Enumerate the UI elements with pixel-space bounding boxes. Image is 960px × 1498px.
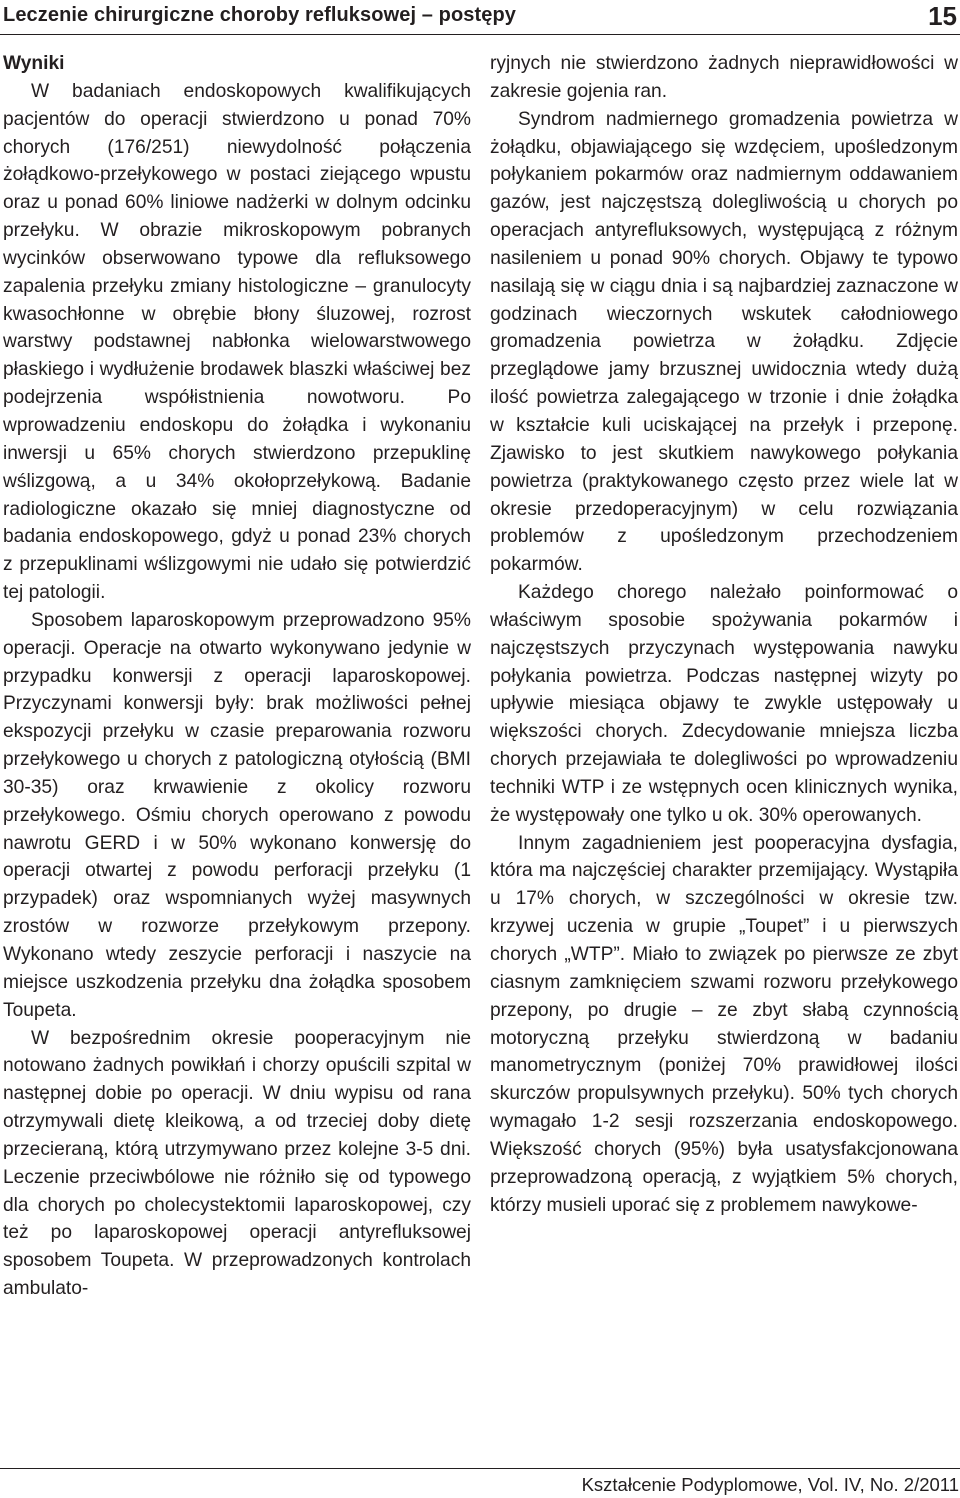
footer-rule: [0, 1468, 960, 1469]
header-rule: [0, 34, 960, 35]
results-paragraph-1: W badaniach endoskopowych kwalifikujących pacjentów do operacji stwierdzono u ponad 70% chorych (176/251) niewydolność połączenia żołądkowo-przełykowego w postaci ziejącego wpustu oraz u ponad 60% liniowe nadżerki w dolnym odcinku przełyku. W obrazie mikroskopowym pobranych wycinków obserwowano typowe dla refluksowego zapalenia przełyku zmiany histologiczne – granulocyty kwasochłonne w obrębie błony śluzowej, rozrost warstwy podstawnej nabłonka wielowarstwowego płaskiego i wydłużenie brodawek blaszki właściwej bez podejrzenia współistnienia nowotworu. Po wprowadzeniu endoskopu do żołądka i wykonaniu inwersji u 65% chorych stwierdzono przepuklinę wślizgową, a u 34% okołoprzełykową. Badanie radiologiczne okazało się mniej diagnostyczne od badania endoskopowego, gdyż u ponad 23% chorych z przepuklinami wślizgowymi nie udało się potwierdzić tej patologii.: [3, 80, 471, 604]
running-title: Leczenie chirurgiczne choroby refluksowej – postępy: [3, 4, 517, 26]
right-column: [490, 50, 958, 1219]
journal-footer: Kształcenie Podyplomowe, Vol. IV, No. 2/2011: [581, 1474, 959, 1495]
page-number: 15: [928, 1, 957, 31]
right-paragraph-2: Syndrom nadmiernego gromadzenia powietrza w żołądku, objawiającego się wzdęciem, upośledzonym połykaniem pokarmów oraz nadmiernym oddawaniem gazów, jest najczęstszą dolegliwością u chorych po operacjach antyrefluksowych, występującą z różnym nasileniem u ponad 90% chorych. Objawy te typowo nasilają się w ciągu dnia i są najbardziej zaznaczone w godzinach wieczornych wskutek całodniowego gromadzenia powietrza w żołądku. Zdjęcie przeglądowe jamy brzusznej uwidocznia wtedy dużą ilość powietrza zalegającego w trzonie i dnie żołądka w kształcie kuli uciskającej na przełyk i przeponę. Zjawisko to jest skutkiem nawykowego połykania powietrza (praktykowanego często przez wiele lat w okresie przedoperacyjnym) w celu rozwiązania problemów z upośledzonym przechodzeniem pokarmów.: [490, 108, 958, 576]
results-paragraph-3: W bezpośrednim okresie pooperacyjnym nie notowano żadnych powikłań i chorzy opuścili szpital w następnej dobie po operacji. W dniu wypisu od rana otrzymywali dietę kleikową, a od trzeciej doby dietę przecieraną, którą utrzymywano przez kolejne 3-5 dni. Leczenie przeciwbólowe nie różniło się od typowego dla chorych po cholecystektomii laparoskopowej, czy też po laparoskopowej operacji antyrefluksowej sposobem Toupeta. W przeprowadzonych kontrolach ambulato-: [3, 1027, 471, 1300]
right-paragraph-3: Każdego chorego należało poinformować o właściwym sposobie spożywania pokarmów i najczęstszych przyczynach występowania nawyku połykania powietrza. Podczas następnej wizyty po upływie miesiąca objawy te zwykle ustępowały u większości chorych. Zdecydowanie mniejsza liczba chorych przejawiała te dolegliwości po wprowadzeniu techniki WTP i ze wstępnych ocen klinicznych wynika, że występowały one tylko u ok. 30% operowanych.: [490, 582, 958, 826]
page-header: [0, 0, 960, 34]
left-column: [3, 50, 471, 1303]
section-heading-results: Wyniki: [3, 53, 65, 74]
right-paragraph-4: Innym zagadnieniem jest pooperacyjna dysfagia, która ma najczęściej charakter przemijający. Wystąpiła u 17% chorych, w szczególności w okresie tzw. krzywej uczenia w grupie „Toupet” i u pierwszych chorych „WTP”. Miało to związek po pierwsze ze zbyt ciasnym zamknięciem szwami rozworu przełykowego przepony, po drugie – ze zbyt słabą czynnością motoryczną przełyku stwierdzoną w badaniu manometrycznym (poniżej 70% prawidłowej ilości skurczów propulsywnych przełyku). 50% tych chorych wymagało 1-2 sesji rozszerzania endoskopowego. Większość chorych (95%) była usatysfakcjonowana przeprowadzoną operacją, z wyjątkiem 5% chorych, którzy musieli uporać się z problemem nawykowe-: [490, 832, 958, 1216]
continued-paragraph: ryjnych nie stwierdzono żadnych nieprawidłowości w zakresie gojenia ran.: [490, 53, 958, 102]
results-paragraph-2: Sposobem laparoskopowym przeprowadzono 95% operacji. Operacje na otwarto wykonywano jedynie w przypadku konwersji z operacji laparoskopowej. Przyczynami konwersji były: brak możliwości pełnej ekspozycji przełyku w czasie preparowania rozworu przełykowego u chorych z patologiczną otyłością (BMI 30-35) oraz krwawienie z okolicy rozworu przełykowego. Ośmiu chorych operowano z powodu nawrotu GERD i w 50% wykonano konwersję do operacji otwartej z powodu perforacji przełyku (1 przypadek) oraz wspomnianych wyżej masywnych zrostów w rozworze przełykowym przepony. Wykonano wtedy zeszycie perforacji i naszycie na miejsce uszkodzenia przełyku dna żołądka sposobem Toupeta.: [3, 609, 471, 1021]
